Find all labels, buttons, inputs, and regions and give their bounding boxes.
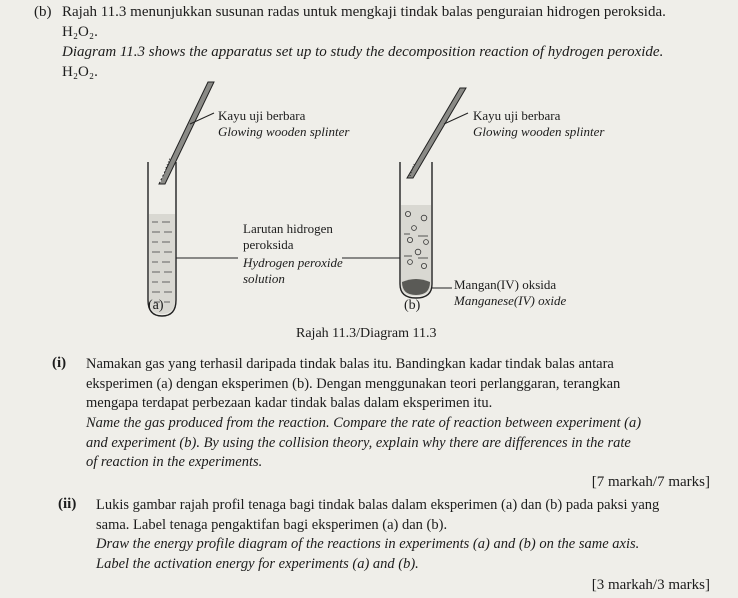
question-ii-number: (ii) (58, 496, 77, 512)
question-i-english-line: of reaction in the experiments. (86, 454, 263, 470)
question-ii-english (96, 535, 712, 574)
diagram-caption: Rajah 11.3/Diagram 11.3 (296, 326, 437, 341)
catalyst-label-malay: Mangan(IV) oksida (454, 277, 557, 292)
glowing-splinter-a (159, 82, 214, 184)
formula-malay: H₂O₂. (62, 24, 98, 40)
question-i-english (86, 414, 712, 473)
question-i-malay (86, 355, 712, 414)
question-ii-english-line: Draw the energy profile diagram of the reactions in experiments (a) and (b) on the same axis. (96, 536, 640, 552)
question-part-label: (b) (34, 4, 52, 20)
intro-malay: Rajah 11.3 menunjukkan susunan radas untuk mengkaji tindak balas penguraian hidrogen peroksida. (62, 4, 666, 20)
question-ii-malay-line: Lukis gambar rajah profil tenaga bagi tindak balas dalam eksperimen (a) dan (b) pada paksi yang (96, 497, 660, 513)
experiment-label-a: (a) (148, 298, 164, 313)
intro-english: Diagram 11.3 shows the apparatus set up to study the decomposition reaction of hydrogen peroxide. (62, 44, 664, 60)
question-ii-english-line: Label the activation energy for experiments (a) and (b). (96, 555, 419, 572)
question-i-number: (i) (52, 355, 67, 371)
formula-english: H₂O₂. (62, 64, 98, 80)
catalyst-label-english: Manganese(IV) oxide (454, 293, 567, 308)
splinter-label-malay-a: Kayu uji berbara (218, 108, 306, 123)
splinter-label-english-a: Glowing wooden splinter (218, 124, 350, 139)
solution-label-malay-line1: Larutan hidrogen (243, 221, 333, 236)
question-i-malay-line: mengapa terdapat perbezaan kadar tindak balas dalam eksperimen itu. (86, 395, 493, 411)
question-i-english-line: Name the gas produced from the reaction. Compare the rate of reaction between experiment (a) (86, 415, 642, 431)
experiment-label-b: (b) (404, 298, 421, 313)
question-ii-malay (96, 496, 712, 535)
solution-label-malay-line2: peroksida (243, 237, 294, 252)
question-i-english-line: and experiment (b). By using the collision theory, explain why there are differences in the rate (86, 434, 631, 451)
solution-label-english-line2: solution (243, 271, 285, 286)
solution-label-english-line1: Hydrogen peroxide (243, 255, 343, 270)
glowing-splinter-b (407, 88, 466, 178)
question-i-marks: [7 markah/7 marks] (591, 474, 710, 490)
question-i-malay-line: eksperimen (a) dengan eksperimen (b). Dengan menggunakan teori perlanggaran, terangkan (86, 375, 621, 392)
question-ii-malay-line: sama. Label tenaga pengaktifan bagi eksperimen (a) dan (b). (96, 516, 448, 533)
splinter-label-malay-b: Kayu uji berbara (473, 108, 561, 123)
question-ii-marks: [3 markah/3 marks] (591, 577, 710, 593)
splinter-label-english-b: Glowing wooden splinter (473, 124, 605, 139)
question-i-malay-line: Namakan gas yang terhasil daripada tindak balas itu. Bandingkan kadar tindak balas antara (86, 356, 614, 372)
